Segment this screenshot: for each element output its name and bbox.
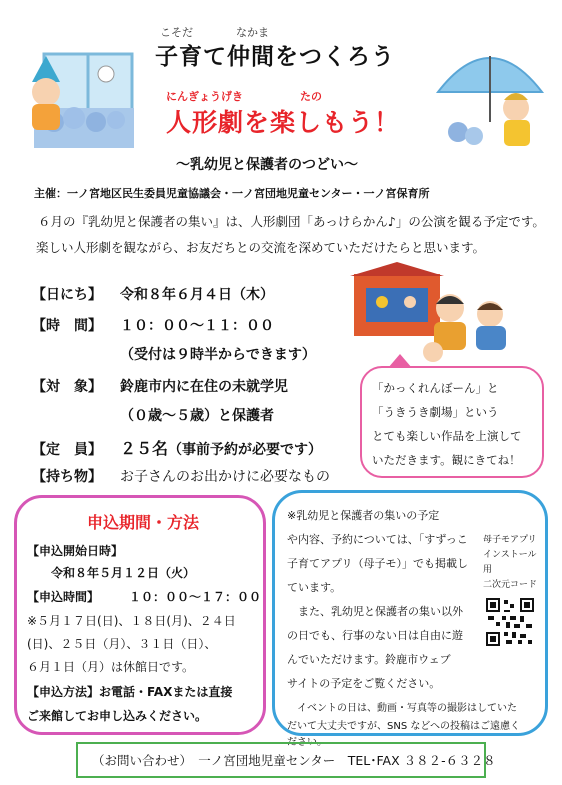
contact-box: （お問い合わせ） 一ノ宮団地児童センター TEL･FAX ３８２-６３２８ <box>76 742 486 778</box>
info-line: ※乳幼児と保護者の集いの予定 <box>287 509 440 522</box>
time-note: （受付は９時半からできます） <box>120 347 316 363</box>
application-title: 申込期間・方法 <box>86 513 199 532</box>
bring-value: お子さんのお出かけに必要なもの <box>120 469 330 485</box>
event-tagline: ～乳幼児と保護者のつどい～ <box>176 157 358 173</box>
time-value: １０：００～１１：００ <box>120 318 274 334</box>
apply-method-1: お電話・FAXまたは直接 <box>99 685 233 699</box>
subtitle-ruby-1: にんぎょうげき <box>166 90 243 103</box>
qr-caption: 母子モアプリ インストール用 二次元コード <box>483 535 538 590</box>
title-ruby-2: なかま <box>236 26 269 39</box>
bring-row <box>32 466 330 486</box>
apply-hours-label: 【申込時間】 <box>27 590 100 604</box>
capacity-note: （事前予約が必要です） <box>168 442 323 458</box>
target-label: 【対 象】 <box>32 379 102 395</box>
subtitle-ruby-2: たの <box>300 90 322 103</box>
apply-method-2: ご来館してお申し込みください。 <box>27 709 208 723</box>
date-row <box>32 284 274 304</box>
info-line: サイトの予定をご覧ください。 <box>287 677 441 690</box>
fairy-girl-illustration <box>408 338 458 366</box>
capacity-value: ２５名 <box>120 439 169 458</box>
info-line: ています。 <box>287 581 342 594</box>
info-line: また、乳幼児と保護者の集い以外 <box>287 605 463 618</box>
bubble-line: とても楽しい作品を上演して <box>372 429 522 443</box>
bring-label: 【持ち物】 <box>32 469 102 485</box>
page-subtitle: 人形劇を楽しもう！ <box>166 108 401 137</box>
info-line: 子育てアプリ（母子モ）」でも掲載し <box>287 557 469 570</box>
apply-start-label: 【申込開始日時】 <box>27 544 124 558</box>
target-note: （０歳～５歳）と保護者 <box>120 408 274 424</box>
target-value: 鈴鹿市内に在住の未就学児 <box>120 379 288 395</box>
apply-start-date: 令和８年５月１２日（火） <box>51 566 196 580</box>
child-window-illustration <box>14 52 136 152</box>
bubble-line: 「うきうき劇場」という <box>372 405 499 419</box>
intro-line-2: 楽しい人形劇を観ながら、お友だちとの交流を深めていただけたらと思います。 <box>36 240 486 255</box>
date-label: 【日にち】 <box>32 287 102 303</box>
closed-days-2: (日)、２５日（月）、３１日（日）、 <box>27 637 217 651</box>
info-line: の日でも、行事のない日は自由に遊 <box>287 629 463 642</box>
page-title: 子育て仲間をつくろう <box>155 44 395 70</box>
info-line: んでいただけます。鈴鹿市ウェブ <box>287 653 451 666</box>
time-note-row <box>32 344 316 364</box>
time-label: 【時 間】 <box>32 318 102 334</box>
apply-hours: １０：００～１７：００ <box>129 590 262 604</box>
organizer-line: 主催：一ノ宮地区民生委員児童協議会・一ノ宮団地児童センター・一ノ宮保育所 <box>34 187 430 200</box>
bubble-line: いただきます。観にきてね！ <box>372 453 521 467</box>
title-ruby-1: こそだ <box>160 26 193 39</box>
closed-days-1: ※５月１７日(日)、１８日(月)、２４日 <box>27 614 236 628</box>
target-row <box>32 376 288 396</box>
date-value: 令和８年６月４日（木） <box>120 287 274 303</box>
application-box <box>14 495 266 735</box>
capacity-row <box>32 436 322 459</box>
apply-method-label: 【申込方法】お電話・FAXまたは直接 <box>27 685 233 699</box>
target-note-row <box>32 405 274 425</box>
speech-bubble <box>360 366 544 478</box>
bubble-line: 「かっくれんぼーん」と <box>372 381 499 395</box>
qr-code-icon[interactable] <box>486 598 534 646</box>
capacity-label: 【定 員】 <box>32 442 102 458</box>
closed-days-3: ６月１日（月）は休館日です。 <box>27 660 195 674</box>
child-umbrella-illustration <box>430 34 550 154</box>
info-line: だいて大丈夫ですが、SNS などへの投稿はご遠慮く <box>287 721 520 732</box>
info-line: や内容、予約については、「すずっこ <box>287 533 468 546</box>
info-line: ださい。 <box>287 737 327 748</box>
info-line: イベントの日は、動画・写真等の撮影はしていた <box>287 703 517 714</box>
intro-line-1: ６月の『乳幼児と保護者の集い』は、人形劇団「あっけらかん♪」の公演を観る予定です。 <box>38 214 545 229</box>
time-row <box>32 315 274 335</box>
